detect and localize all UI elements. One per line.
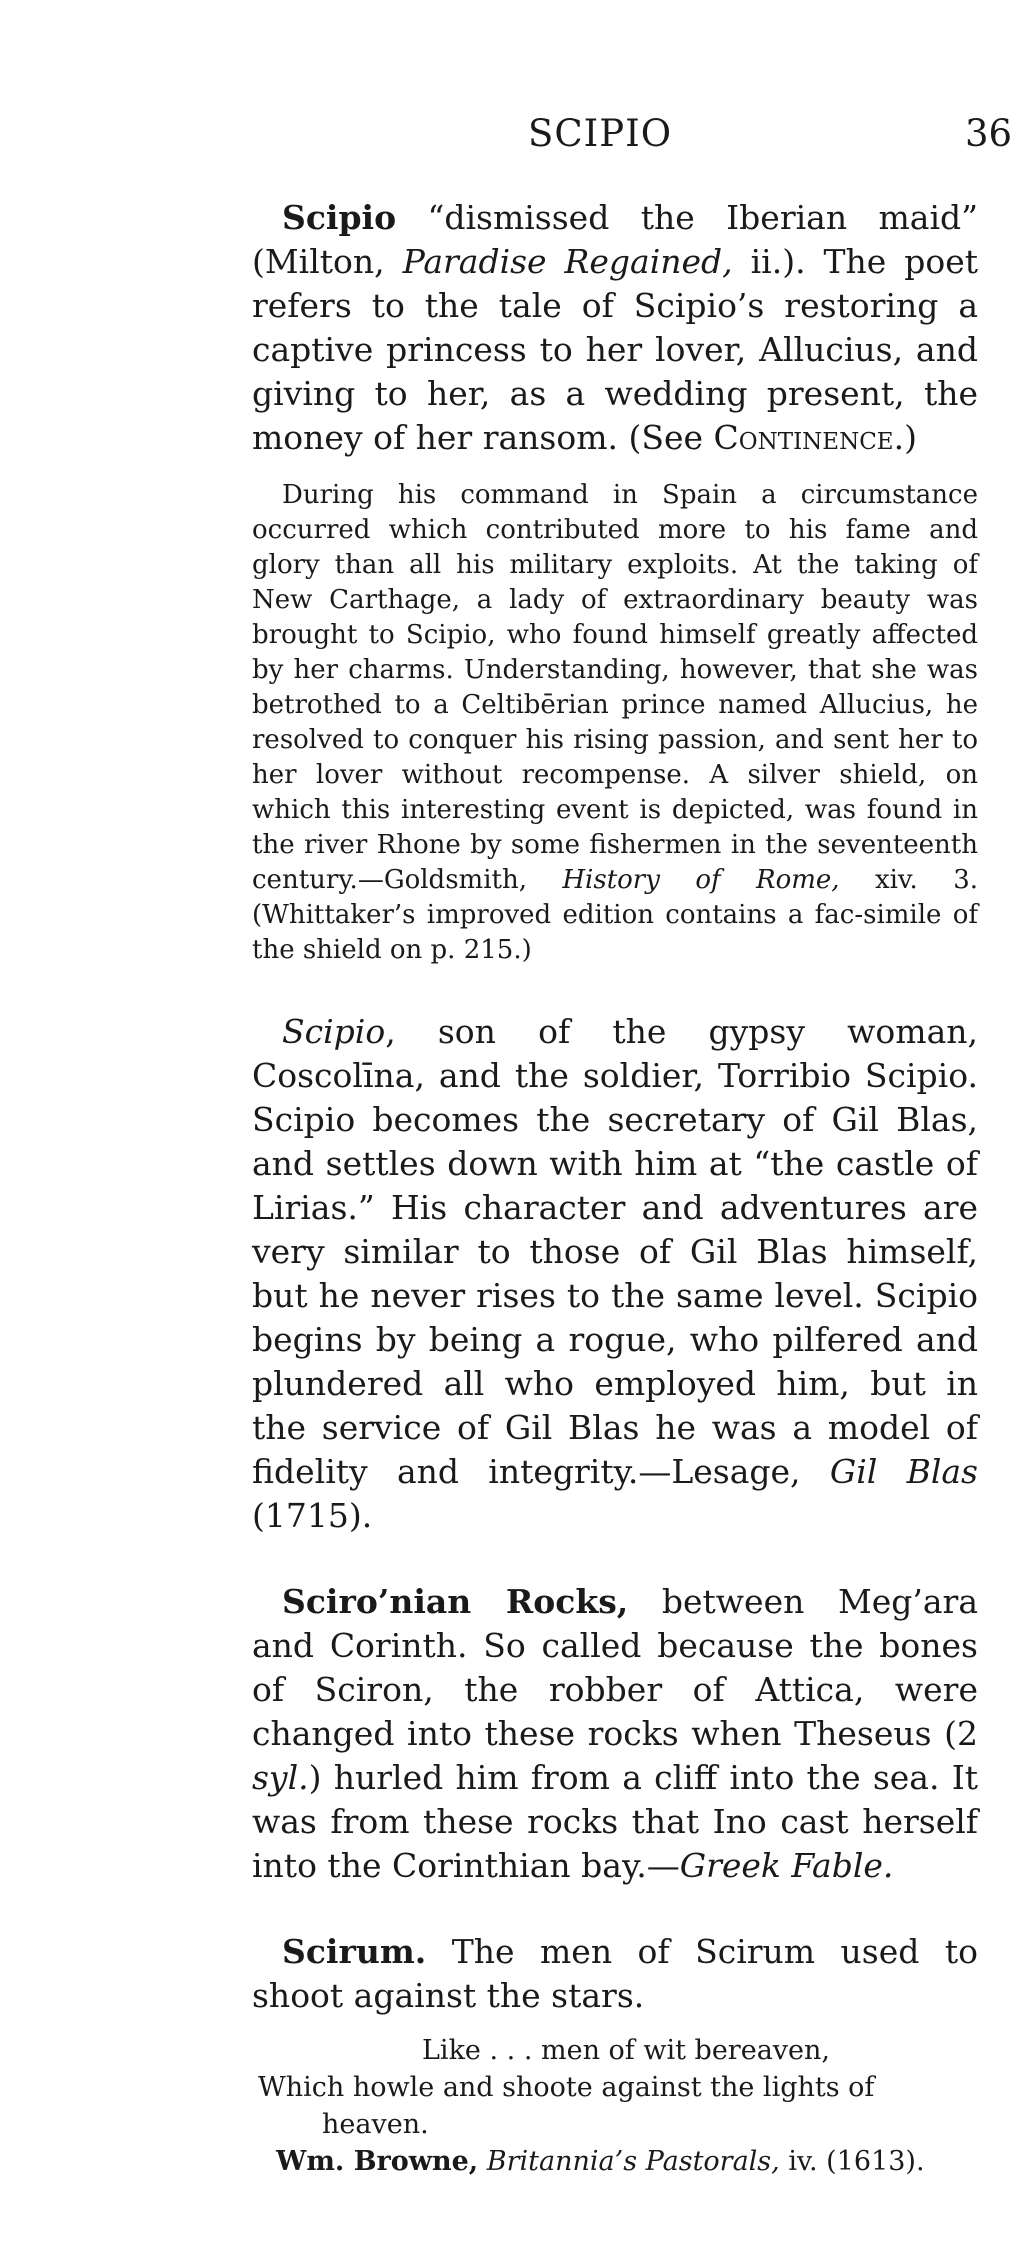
entry-paragraph <box>252 1580 978 1888</box>
entry-paragraph <box>252 1930 978 2018</box>
headword: Scipio <box>282 1012 386 1051</box>
entry-scirum <box>252 1930 978 2180</box>
source: Greek Fable. <box>679 1846 894 1885</box>
entry-text: (1715). <box>252 1496 373 1535</box>
entry-text: .) <box>893 418 917 457</box>
quote-work-title: History of Rome, <box>562 865 840 895</box>
entry-text: ) hurled him from a cliff into the sea. It was from these rocks that Ino cast herself into the Corinthian bay.— <box>252 1758 978 1885</box>
entry-text: “dismissed the Iberian maid” (Milton, <box>252 198 978 281</box>
author-name: Wm. Browne, <box>276 2146 479 2177</box>
entry-text: ii.). The poet refers to the tale of Scipio’s restoring a captive princess to her lover, Allucius, and giving to her, as a wedding present, the money of her ransom. (See <box>252 242 979 457</box>
entry-scipio-maid <box>252 196 978 968</box>
entry-text: The men of Scirum used to shoot against the stars. <box>252 1932 978 2015</box>
page-number: 36 <box>965 112 1012 155</box>
verse-line: Like . . . men of wit bereaven, <box>422 2035 830 2066</box>
entry-scipio-gil-blas <box>252 1010 978 1538</box>
text-column <box>252 196 978 2222</box>
entry-paragraph <box>252 196 978 460</box>
work-title: Britannia’s Pastorals, <box>486 2146 780 2177</box>
attribution-text: iv. (1613). <box>779 2146 925 2177</box>
work-title: Paradise Regained, <box>402 242 733 281</box>
entry-scironian-rocks <box>252 1580 978 1888</box>
quote-text: xiv. 3. (Whittaker’s improved edition contains a fac-simile of the shield on p. 215.) <box>252 865 978 965</box>
headword: Scipio <box>282 198 397 237</box>
cross-reference: Continence <box>713 418 894 457</box>
verse-attribution <box>252 2143 978 2180</box>
verse-line: heaven. <box>322 2109 429 2140</box>
headword: Scirum. <box>282 1932 427 1971</box>
headword: Sciro’nian Rocks, <box>282 1582 629 1621</box>
entry-text: , son of the gypsy woman, Coscolīna, and the soldier, Torribio Scipio. Scipio becomes the secretary of Gil Blas, and settles down with him at “the castle of Lirias.” His character and adventures are very similar to those of Gil Blas himself, but he never rises to the same level. Scipio begins by being a rogue, who pilfered and plundered all who employed him, but in the service of Gil Blas he was a model of fidelity and integrity.—Lesage, <box>252 1012 978 1491</box>
entry-paragraph <box>252 1010 978 1538</box>
entry-text: between Meg’ara and Corinth. So called because the bones of Sciron, the robber of Attica, were changed into these rocks when Theseus (2 <box>252 1582 978 1753</box>
running-head: SCIPIO <box>528 112 673 155</box>
quote-text: During his command in Spain a circumstance occurred which contributed more to his fame and glory than all his military exploits. At the taking of New Carthage, a lady of extraordinary beauty was brought to Scipio, who found himself greatly affected by her charms. Understanding, however, that she was betrothed to a Celtibērian prince named Allucius, he resolved to conquer his rising passion, and sent her to her lover without recompense. A silver shield, on which this interesting event is depicted, was found in the river Rhone by some fishermen in the seventeenth century.—Goldsmith, <box>252 480 978 895</box>
block-quote <box>252 478 978 968</box>
verse-line: Which howle and shoote against the lights of <box>258 2072 875 2103</box>
page-header <box>0 112 1012 162</box>
abbreviation: syl. <box>252 1758 309 1797</box>
verse-quote <box>252 2032 978 2180</box>
work-title: Gil Blas <box>829 1452 978 1491</box>
